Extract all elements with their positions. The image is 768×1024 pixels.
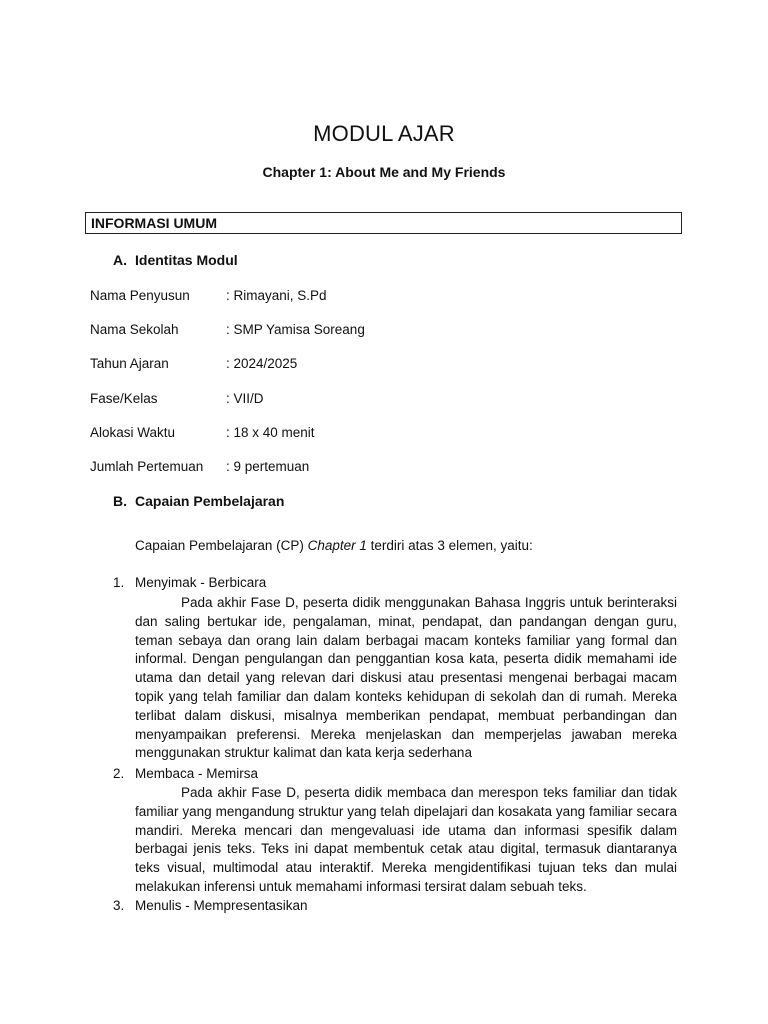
page-title: MODUL AJAR xyxy=(313,121,455,146)
section-a-title: Identitas Modul xyxy=(135,252,238,268)
list-number: 1. xyxy=(113,575,125,590)
identity-value: : 18 x 40 menit xyxy=(226,425,315,440)
section-b-heading xyxy=(113,493,284,509)
identity-row xyxy=(90,391,264,406)
section-b-title: Capaian Pembelajaran xyxy=(135,493,285,509)
identity-row xyxy=(90,356,297,371)
identity-label: Alokasi Waktu xyxy=(90,425,176,440)
list-item xyxy=(113,898,308,913)
cp-intro-italic: Chapter 1 xyxy=(307,538,367,553)
identity-label: Nama Sekolah xyxy=(90,322,179,337)
identity-label: Tahun Ajaran xyxy=(90,356,169,371)
section-a-heading xyxy=(113,252,238,268)
identity-value: : 2024/2025 xyxy=(226,356,298,371)
identity-label: Fase/Kelas xyxy=(90,391,158,406)
section-b-letter: B. xyxy=(113,493,127,509)
list-item-title: Menyimak - Berbicara xyxy=(135,575,267,590)
list-number: 2. xyxy=(113,766,125,781)
list-item xyxy=(113,766,258,781)
section-a-letter: A. xyxy=(113,252,127,268)
chapter-subtitle: Chapter 1: About Me and My Friends xyxy=(262,164,506,180)
identity-label: Jumlah Pertemuan xyxy=(90,459,204,474)
list-item-title: Membaca - Memirsa xyxy=(135,766,259,781)
identity-row xyxy=(90,459,309,474)
identity-row xyxy=(90,425,315,440)
identity-label: Nama Penyusun xyxy=(90,288,190,303)
identity-value: : SMP Yamisa Soreang xyxy=(226,322,365,337)
list-item-title: Menulis - Mempresentasikan xyxy=(135,898,308,913)
cp-intro-text: Capaian Pembelajaran (CP) xyxy=(135,538,308,553)
list-number: 3. xyxy=(113,898,125,913)
identity-row xyxy=(90,322,365,337)
cp-intro-text-end: terdiri atas 3 elemen, yaitu: xyxy=(366,538,533,553)
cp-intro xyxy=(135,538,533,553)
list-item xyxy=(113,575,266,590)
identity-value: : VII/D xyxy=(226,391,264,406)
identity-value: : Rimayani, S.Pd xyxy=(226,288,327,303)
identity-value: : 9 pertemuan xyxy=(226,459,310,474)
list-item-paragraph: Pada akhir Fase D, peserta didik membaca dan merespon teks familiar dan tidak familiar yang mengandung struktur yang telah dipelajari dan kosakata yang familiar secara mandiri. Mereka mencari dan mengevaluasi ide utama dan informasi spesifik dalam berbagai jenis teks. Teks ini dapat membentuk cetak atau digital, termasuk diantaranya teks visual, multimodal atau interaktif. Mereka mengidentifikasi tujuan teks dan mulai melakukan inferensi untuk memahami informasi tersirat dalam sebuah teks. xyxy=(135,785,677,894)
identity-row xyxy=(90,288,327,303)
info-section-box: INFORMASI UMUM xyxy=(85,212,682,234)
list-item-paragraph: Pada akhir Fase D, peserta didik menggunakan Bahasa Inggris untuk berinteraksi dan saling bertukar ide, pengalaman, minat, pendapat, dan pandangan dengan guru, teman sebaya dan orang lain dalam berbagai macam konteks familiar yang formal dan informal. Dengan pengulangan dan penggantian kosa kata, peserta didik memahami ide utama dan detail yang relevan dari diskusi atau presentasi mengenai berbagai macam topik yang telah familiar dan dalam konteks kehidupan di sekolah dan di rumah. Mereka terlibat dalam diskusi, misalnya memberikan pendapat, membuat perbandingan dan menyampaikan preferensi. Mereka menjelaskan dan memperjelas jawaban mereka menggunakan struktur kalimat dan kata kerja sederhana xyxy=(135,595,677,761)
